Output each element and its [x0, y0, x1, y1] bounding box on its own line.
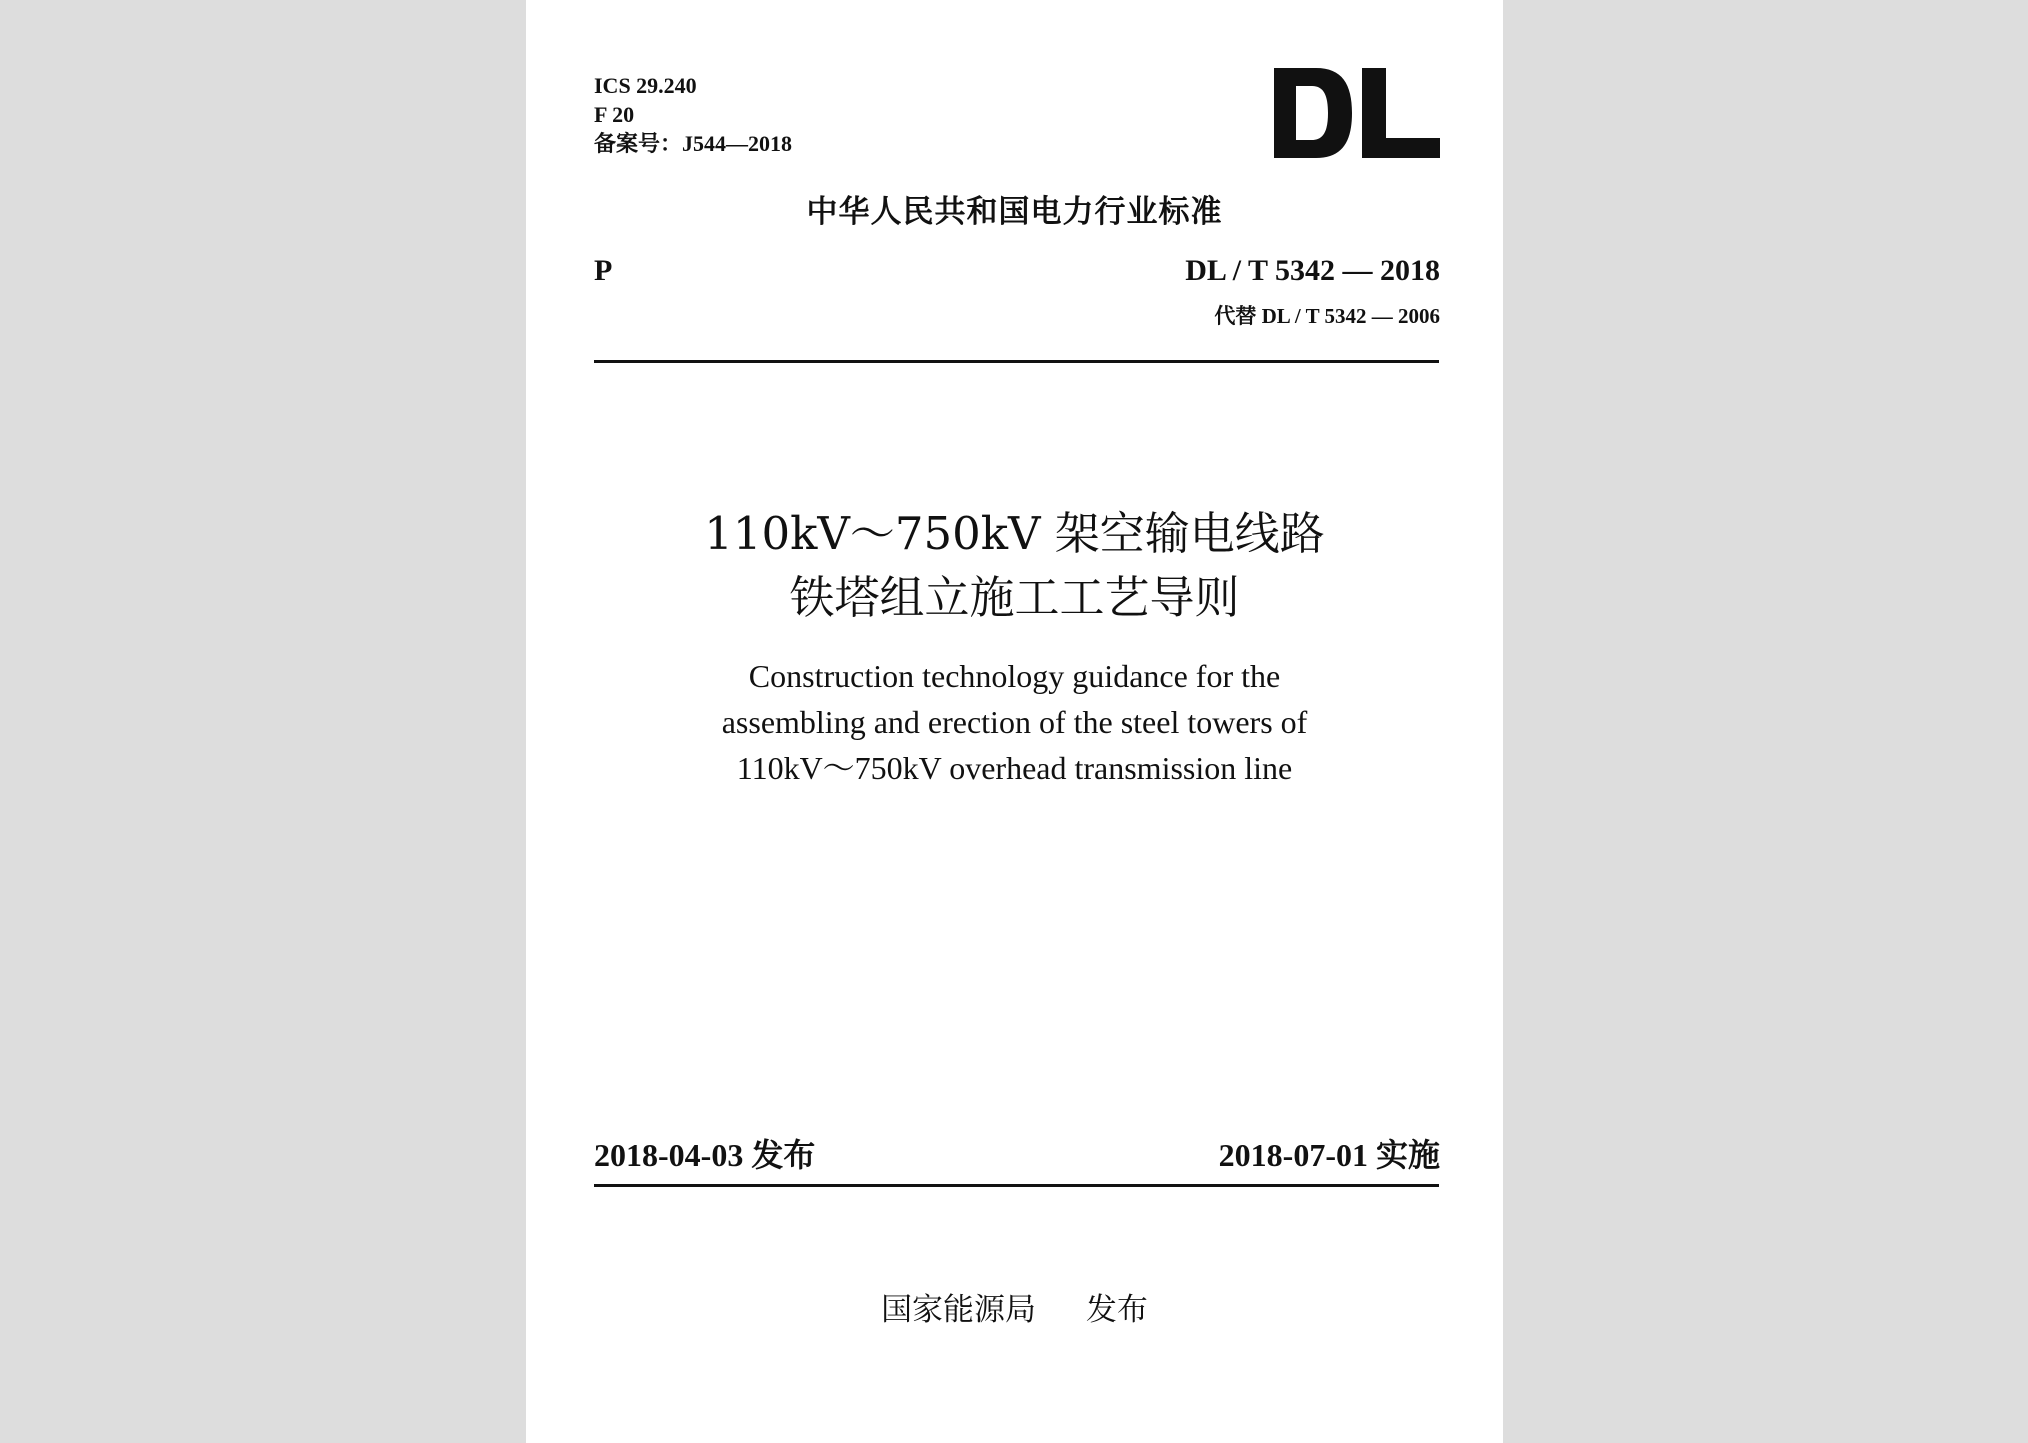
- dl-logo: [1274, 68, 1440, 158]
- category-code: P: [594, 254, 613, 287]
- title-en-line1: Construction technology guidance for the: [748, 658, 1281, 694]
- title-cn-line2: 铁塔组立施工工艺导则: [789, 571, 1240, 624]
- publisher: 国家能源局 发布: [881, 1292, 1148, 1328]
- standard-number: DL / T 5342 — 2018: [1185, 254, 1440, 287]
- industry-standard-heading: 中华人民共和国电力行业标准: [806, 194, 1223, 230]
- top-divider: [594, 360, 1439, 363]
- title-en-line2: assembling and erection of the steel towers of: [721, 704, 1308, 740]
- record-number: 备案号：J544—2018: [594, 131, 793, 156]
- replaces-standard: 代替 DL / T 5342 — 2006: [1214, 304, 1440, 328]
- ccs-code: F 20: [594, 102, 635, 127]
- ics-code: ICS 29.240: [594, 73, 697, 98]
- bottom-divider: [594, 1184, 1439, 1187]
- title-en-line3: 110kV～750kV overhead transmission line: [736, 750, 1293, 786]
- title-cn-line1: 110kV～750kV 架空输电线路: [704, 507, 1325, 560]
- document-page: [526, 0, 1503, 1443]
- implementation-date: 2018-07-01 实施: [1218, 1137, 1440, 1173]
- issue-date: 2018-04-03 发布: [594, 1137, 816, 1173]
